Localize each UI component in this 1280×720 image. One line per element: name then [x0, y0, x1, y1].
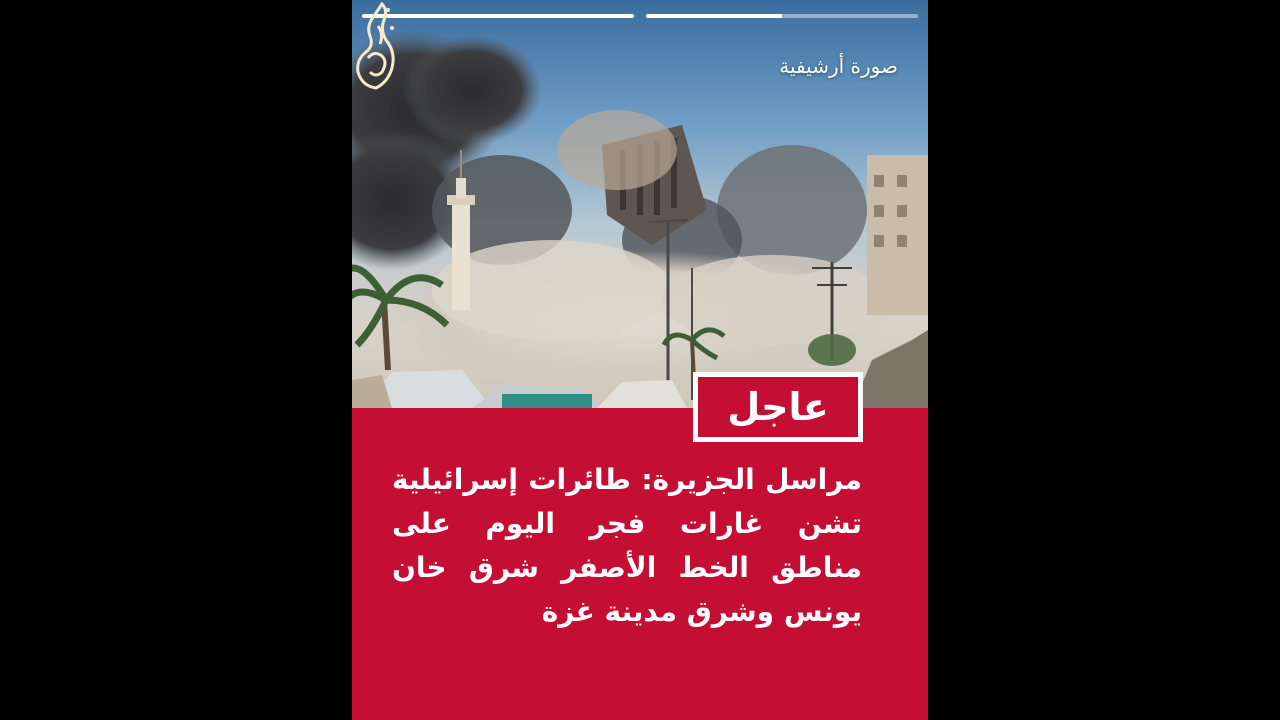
story-frame[interactable]: [352, 0, 928, 720]
archive-photo-label: صورة أرشيفية: [779, 54, 898, 78]
news-headline: مراسل الجزيرة: طائرات إسرائيلية تشن غارات فجر اليوم على مناطق الخط الأصفر شرق خان يونس وشرق مدينة غزة: [392, 463, 862, 628]
al-jazeera-logo-icon: [352, 0, 408, 92]
story-progress-2: [646, 14, 918, 18]
breaking-news-badge: [693, 372, 863, 442]
archive-photo: [352, 0, 928, 408]
breaking-news-label: عاجل: [698, 377, 858, 437]
